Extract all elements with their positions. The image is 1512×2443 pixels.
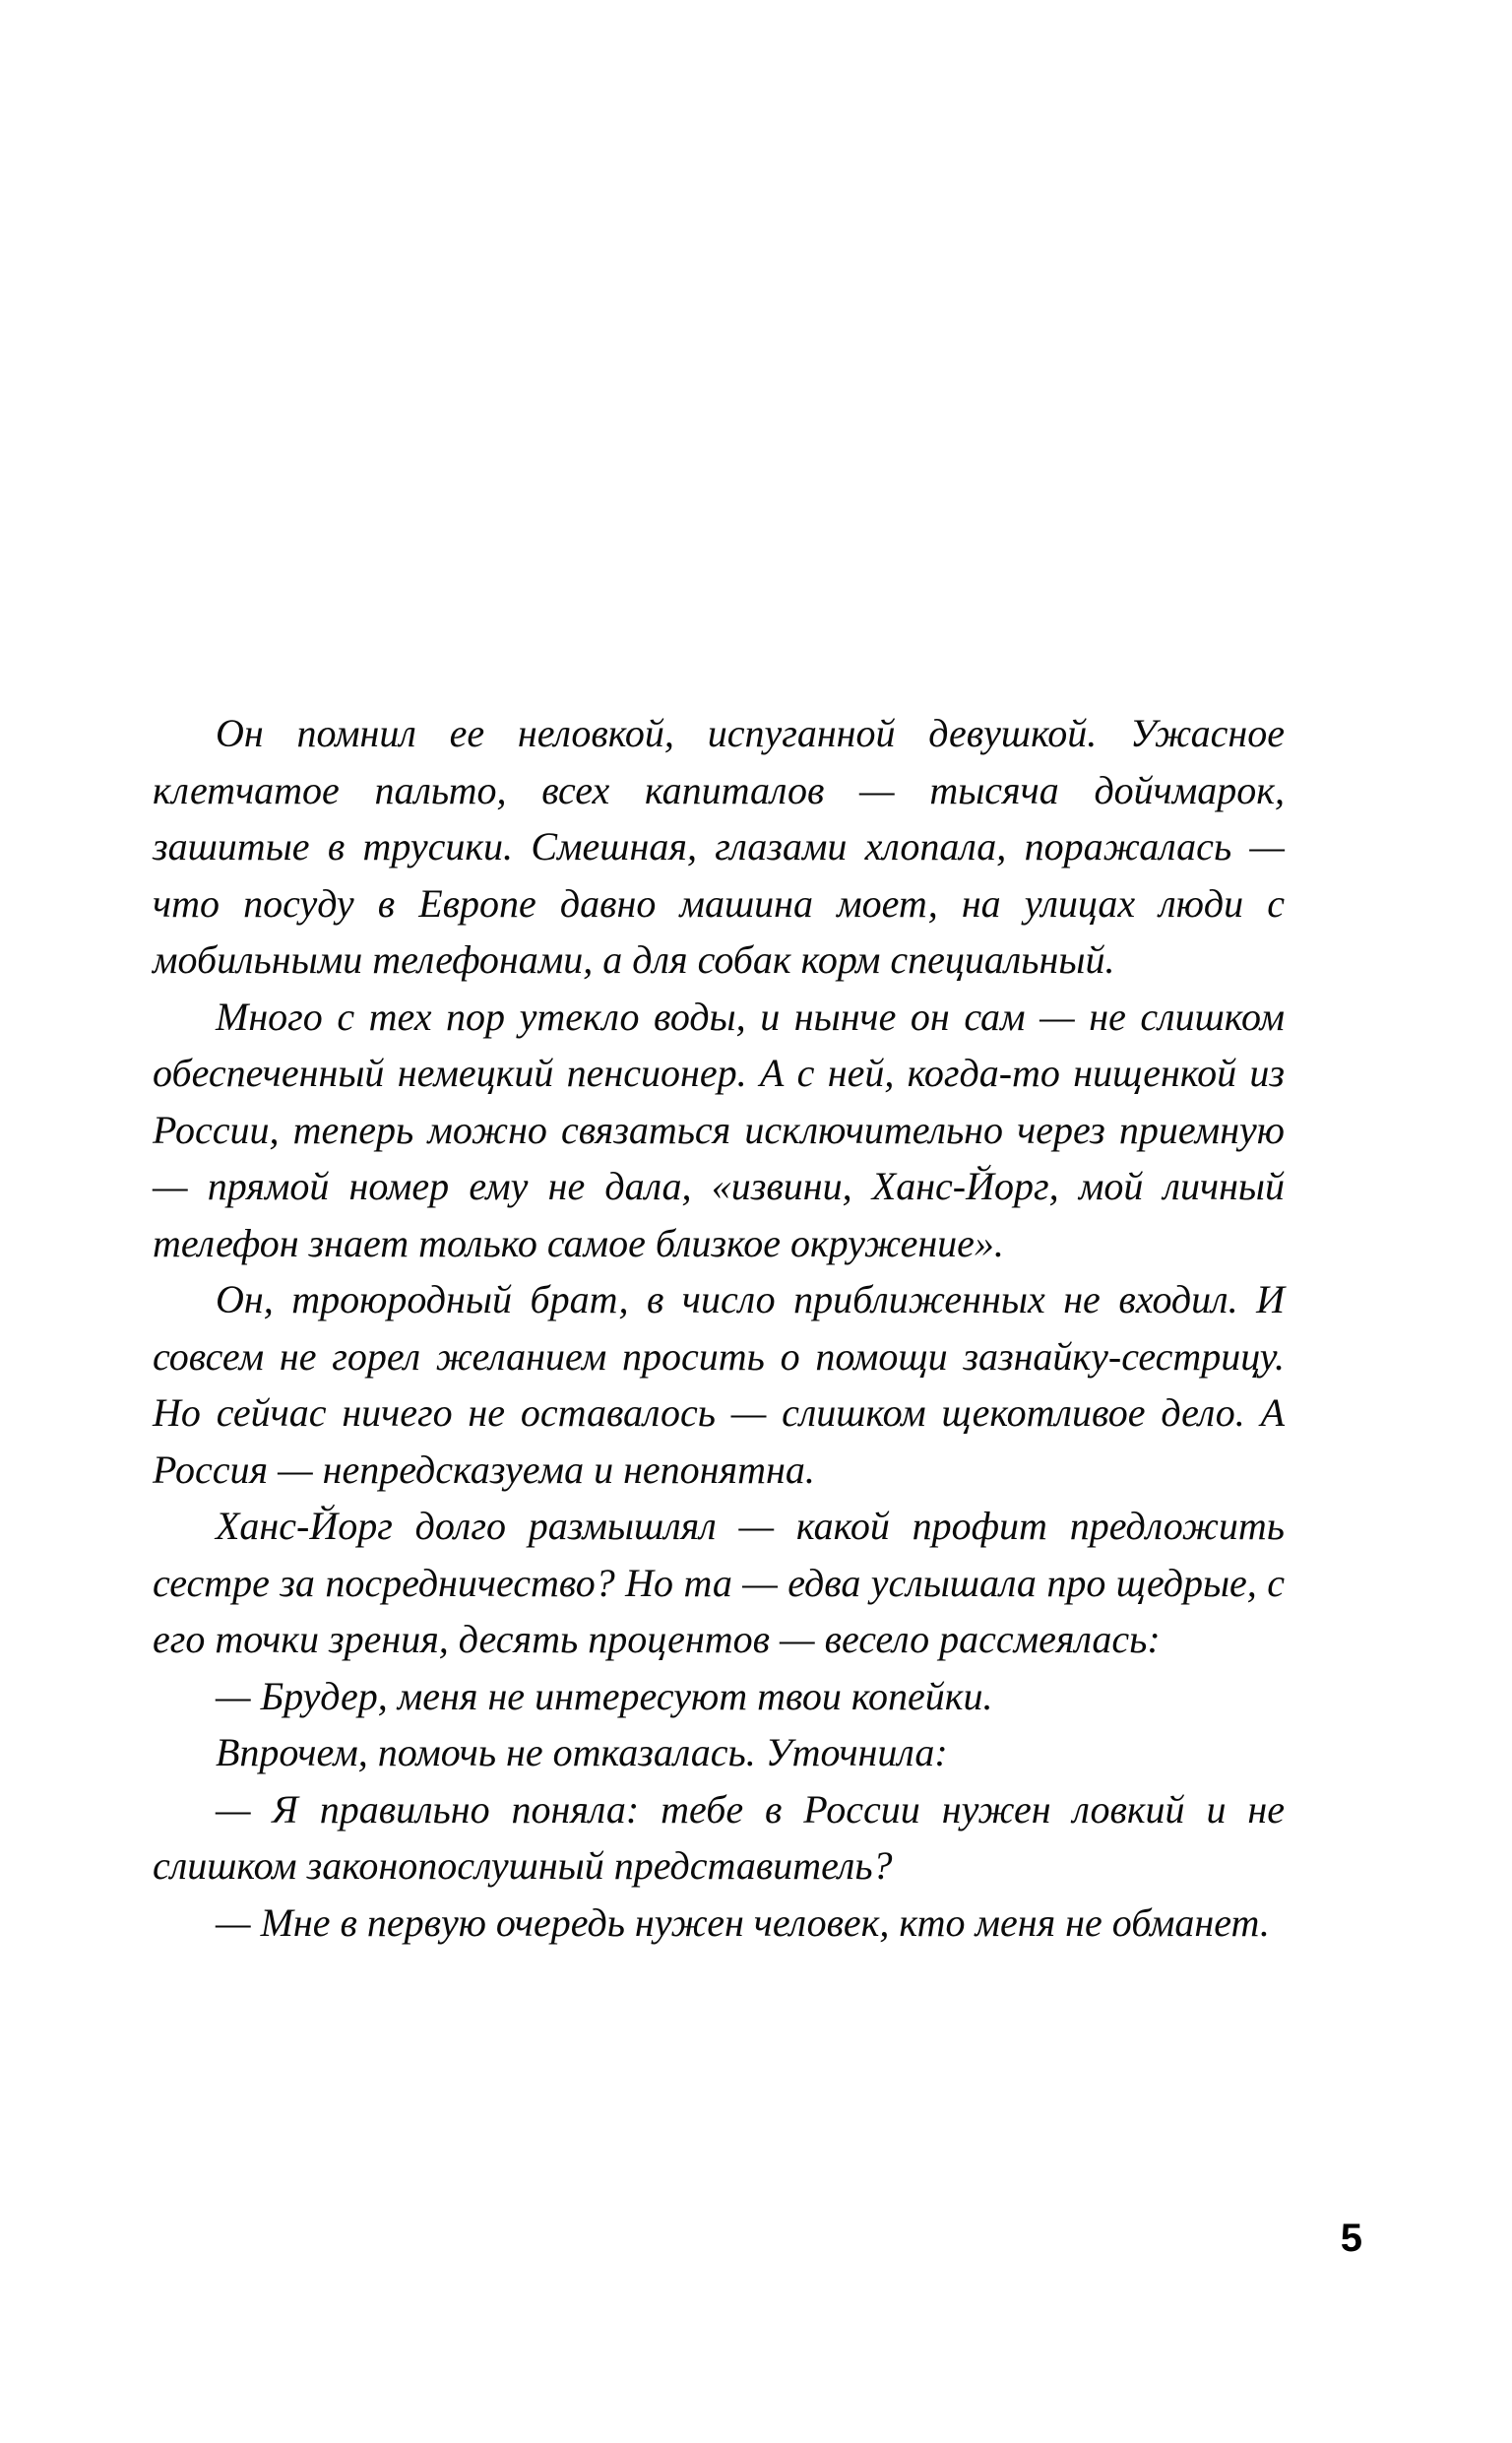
paragraph-3: Он, троюродный брат, в число приближенных не входил. И совсем не горел желанием просить о помощи зазнайку-сестрицу. Но сейчас ничего не оставалось — слишком щекотливое дело. А Россия — непредсказуема и непонятна. xyxy=(153,1277,1285,1492)
dialogue-line-1: — Брудер, меня не интересуют твои копейки. xyxy=(216,1673,993,1718)
page-text-block xyxy=(153,705,1285,1951)
paragraph-2: Много с тех пор утекло воды, и нынче он сам — не слишком обеспеченный немецкий пенсионер. А с ней, когда-то нищенкой из России, теперь можно связаться исключительно через приемную — прямой номер ему не дала, «извини, Ханс-Йорг, мой личный телефон знает только самое близкое окружение». xyxy=(153,994,1285,1265)
paragraph-5: Впрочем, помочь не отказалась. Уточнила: xyxy=(216,1730,948,1774)
dialogue-line-3: — Мне в первую очередь нужен человек, кто меня не обманет. xyxy=(216,1899,1270,1945)
dialogue-line-2: — Я правильно поняла: тебе в России нужен ловкий и не слишком законопослушный представитель? xyxy=(153,1786,1285,1888)
page-number: 5 xyxy=(1340,2217,1362,2260)
paragraph-1: Он помнил ее неловкой, испуганной девушкой. Ужасное клетчатое пальто, всех капиталов — тысяча дойчмарок, зашитые в трусики. Смешная, глазами хлопала, поражалась — что посуду в Европе давно машина моет, на улицах люди с мобильными телефонами, а для собак корм специальный. xyxy=(153,711,1285,982)
paragraph-4: Ханс-Йорг долго размышлял — какой профит предложить сестре за посредничество? Но та — едва услышала про щедрые, с его точки зрения, десять процентов — весело рассмеялась: xyxy=(153,1504,1285,1661)
